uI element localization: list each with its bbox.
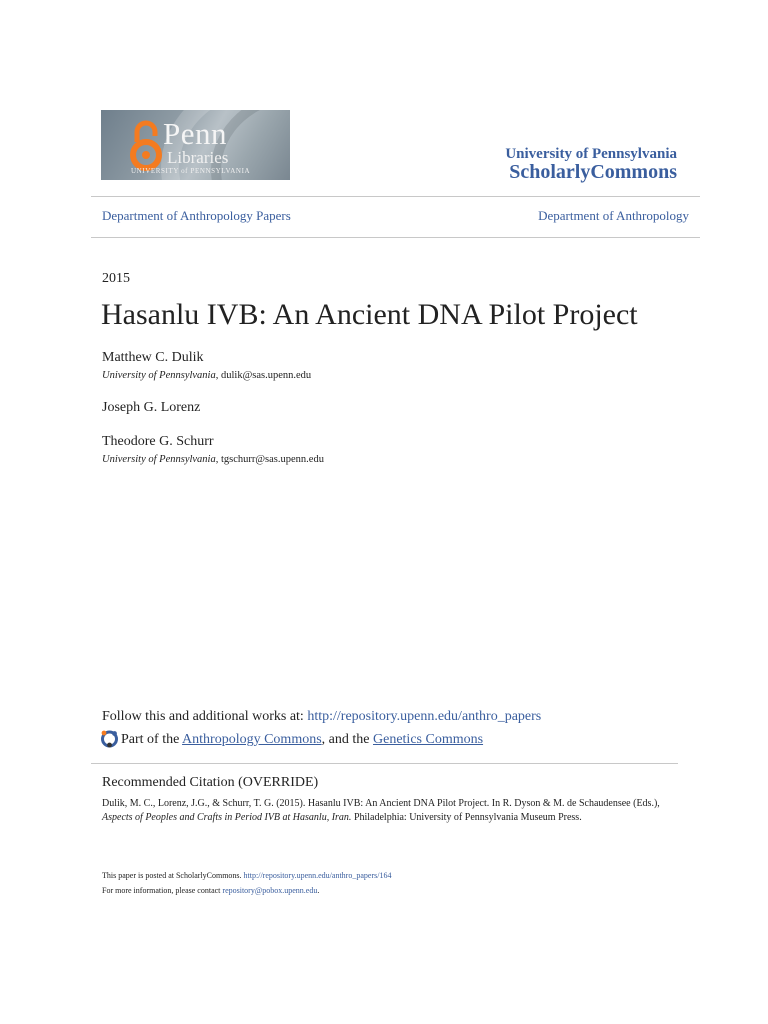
publication-year: 2015 (102, 271, 130, 286)
repository-url-link[interactable]: http://repository.upenn.edu/anthro_papers (307, 709, 542, 724)
genetics-commons-link[interactable]: Genetics Commons (373, 732, 484, 747)
contact-line (102, 886, 319, 895)
author-institution: University of Pennsylvania (102, 370, 216, 381)
author-affiliation (102, 370, 311, 381)
posted-line (102, 871, 391, 880)
university-name[interactable]: University of Pennsylvania (505, 146, 677, 162)
contact-label: For more information, please contact (102, 886, 223, 895)
citation-part: Philadelphia: University of Pennsylvania Museum Press. (351, 812, 582, 823)
follow-line (102, 709, 541, 725)
commons-network-icon (100, 729, 119, 748)
part-of-line (102, 732, 483, 748)
scholarlycommons-title[interactable]: ScholarlyCommons (509, 161, 677, 183)
open-access-lock-icon (129, 120, 163, 172)
department-link[interactable]: Department of Anthropology (538, 208, 689, 223)
citation-heading: Recommended Citation (OVERRIDE) (102, 775, 319, 790)
follow-label: Follow this and additional works at: (102, 709, 308, 724)
citation-text (102, 797, 682, 825)
citation-book-title: Aspects of Peoples and Crafts in Period IVB at Hasanlu, Iran. (102, 812, 352, 823)
author-institution: University of Pennsylvania (102, 454, 216, 465)
contact-suffix: . (317, 886, 320, 895)
citation-part: Dulik, M. C., Lorenz, J.G., & Schurr, T. G. (2015). Hasanlu IVB: An Ancient DNA Pilot Project. In R. Dyson & M. de Schaudensee (Eds.), (102, 798, 660, 809)
author-affiliation (102, 454, 324, 465)
part-of-label: Part of the (121, 732, 183, 747)
logo-libraries-text: Libraries (167, 148, 229, 167)
author-name: Theodore G. Schurr (102, 434, 214, 449)
department-papers-link[interactable]: Department of Anthropology Papers (102, 208, 291, 223)
author-email[interactable]: , dulik@sas.upenn.edu (215, 370, 312, 381)
citation-divider (91, 763, 678, 764)
author-name: Matthew C. Dulik (102, 350, 204, 365)
paper-url-link[interactable]: http://repository.upenn.edu/anthro_papers/164 (243, 871, 392, 880)
contact-email-link[interactable]: repository@pobox.upenn.edu (222, 886, 318, 895)
header-divider (91, 196, 700, 197)
breadcrumb-divider (91, 237, 700, 238)
author-name: Joseph G. Lorenz (102, 400, 201, 415)
part-of-separator: , and the (321, 732, 373, 747)
penn-libraries-logo[interactable] (101, 110, 290, 180)
logo-university-text: UNIVERSITY of PENNSYLVANIA (131, 167, 251, 175)
paper-title: Hasanlu IVB: An Ancient DNA Pilot Project (101, 298, 638, 331)
anthropology-commons-link[interactable]: Anthropology Commons (182, 732, 322, 747)
author-email[interactable]: , tgschurr@sas.upenn.edu (215, 454, 324, 465)
logo-penn-text: Penn (163, 116, 227, 151)
posted-label: This paper is posted at ScholarlyCommons. (102, 871, 244, 880)
